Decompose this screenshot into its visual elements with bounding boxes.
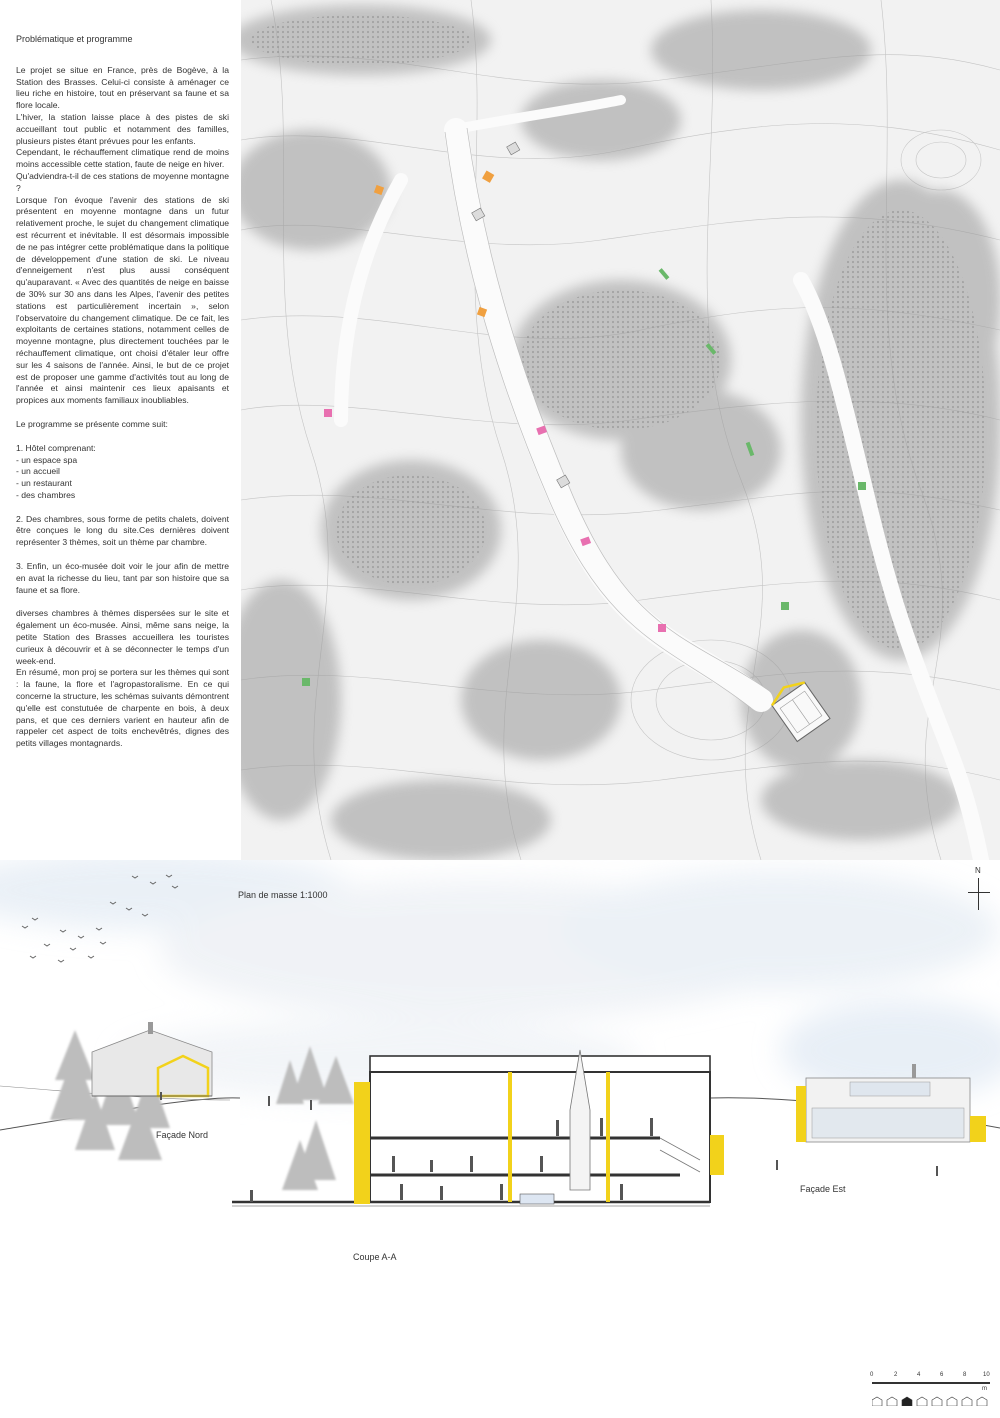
intro-paragraph: Qu'adviendra-t-il de ces stations de moyenne montagne ? — [16, 170, 229, 193]
list-item: - des chambres — [16, 489, 76, 500]
program-paragraph: diverses chambres à thèmes dispersées sur le site et également un éco-musée. Ainsi, même sans neige, la petite Station des Brasses accueillera les touristes curieux à découvrir et à se déconnecter le temps d'un week-end. — [16, 608, 229, 666]
list-item: - un restaurant — [16, 478, 72, 489]
plan-label: Plan de masse 1:1000 — [238, 890, 328, 900]
text-column — [16, 34, 229, 750]
program-item-2: 2. Des chambres, sous forme de petits chalets, doivent être conçues le long du site.Ces dernières doivent représenter 3 thèmes, soit un thème par chambre. — [16, 513, 229, 548]
list-item: - un accueil — [16, 466, 60, 477]
chalet-green — [302, 678, 310, 686]
north-arrow — [968, 866, 990, 910]
scale-tick: 0 — [870, 1372, 874, 1378]
chalet-pink — [658, 624, 666, 632]
scale-tick: 6 — [940, 1372, 944, 1378]
scale-tick: 10 — [983, 1372, 990, 1378]
scale-tick: 8 — [963, 1372, 967, 1378]
scale-tick: 2 — [894, 1372, 898, 1378]
intro-paragraph: Lorsque l'on évoque l'avenir des stations de ski présentent en moyenne montagne dans un futur relativement proche, le sujet du changement climatique est récurrent et inévitable. Il est désormais impossible de ne pas intégrer cette problématique dans la politique de développement d'une station de ski. Le niveau d'enneigement n'est plus aussi conséquent qu'auparavant. « Avec des quantités de neige en baisse de 30% sur 30 ans dans les Alpes, l'avenir des petites stations est particulièrement incertain », selon l'observatoire du changement climatique. De ce fait, les exploitants de certaines stations, notamment celles de moyenne montagne, plus directement touchées par le réchauffement climatique, ont choisi d'étaler leur offre sur les 4 saisons de l'année. Ainsi, le but de ce projet est de proposer une gamme d'activités tout au long de l'année et ainsi maintenir ces lieux apaisants et propices aux moments familiaux inoubliables. — [16, 194, 229, 406]
program-intro: Le programme se présente comme suit: — [16, 418, 168, 429]
scale-tick: 4 — [917, 1372, 921, 1378]
scale-bar — [868, 1372, 993, 1408]
elevations-and-section — [0, 860, 1000, 1413]
site-plan — [241, 0, 1000, 860]
chalet-green — [781, 602, 789, 610]
program-item-1-title: 1. Hôtel comprenant: — [16, 442, 96, 453]
coupe-label: Coupe A-A — [353, 1252, 397, 1262]
facade-est-label: Façade Est — [800, 1184, 846, 1194]
intro-paragraph: L'hiver, la station laisse place à des pistes de ski accueillant tout public et notamment des familles, plusieurs pistes étant prévues pour les enfants. — [16, 111, 229, 146]
scale-unit: m — [982, 1386, 987, 1392]
program-item-3: 3. Enfin, un éco-musée doit voir le jour afin de mettre en avat la richesse du lieu, tant par son histoire que sa faune et sa flore. — [16, 561, 229, 595]
section-title: Problématique et programme — [16, 34, 133, 44]
north-label: N — [975, 866, 981, 875]
program-summary: En résumé, mon proj se portera sur les thèmes qui sont : la faune, la flore et l'agropastoralisme. En ce qui concerne la structure, les schémas suivants démontrent qu'elle est constutuée de charpente en bois, à deux pans, et que ces derniers varient en hauteur afin de rappeler cet aspect de toits enchevêtrés, dignes des petits villages montagnards. — [16, 667, 229, 749]
list-item: - un espace spa — [16, 454, 78, 465]
intro-paragraph: Le projet se situe en France, près de Bogève, à la Station des Brasses. Celui-ci consiste à aménager ce lieu riche en histoire, tout en préservant sa faune et sa flore locale. — [16, 64, 229, 111]
chalet-green — [858, 482, 866, 490]
facade-nord-label: Façade Nord — [156, 1130, 209, 1140]
chalet-pink — [324, 409, 332, 417]
program-item-1-list — [16, 455, 229, 502]
intro-paragraph: Cependant, le réchauffement climatique rend de moins moins accessible cette station, faute de neige en hiver. — [16, 147, 229, 170]
